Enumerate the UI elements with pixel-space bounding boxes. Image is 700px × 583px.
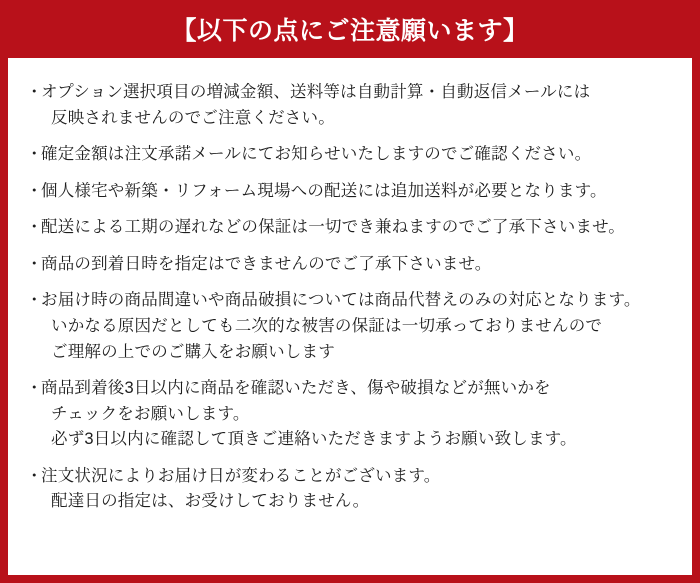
notice-item [26,464,674,515]
notice-line [26,376,674,402]
notice-line [26,340,674,366]
notice-line [26,464,674,490]
bullet-icon: ・ [26,83,43,101]
notice-line [26,489,674,515]
notice-item [26,252,674,278]
notice-line-text: 配達日の指定は、お受けしておりません。 [51,492,370,511]
notice-line-text: お届け時の商品間違いや商品破損については商品代替えのみの対応となります。 [41,291,641,310]
bullet-icon: ・ [26,218,43,237]
bullet-icon: ・ [26,145,43,164]
notice-header: 【以下の点にご注意願います】 [171,17,529,45]
notice-line-text: ご理解の上でのご購入をお願いします [51,342,335,361]
bullet-icon: ・ [26,181,43,200]
notice-line-text: オプション選択項目の増減金額、送料等は自動計算・自動返信メールには [41,83,591,101]
notice-item [26,288,674,365]
notice-line [26,288,674,314]
notice-line [26,314,674,340]
notice-line-text: 配送による工期の遅れなどの保証は一切でき兼ねますのでご了承下さいませ。 [41,218,626,237]
notice-item [26,215,674,241]
notice-line-text: 注文状況によりお届け日が変わることがございます。 [41,466,441,485]
notice-line-text: いかなる原因だとしても二次的な被害の保証は一切承っておりませんので [51,316,603,335]
notice-line [26,142,674,168]
bullet-icon: ・ [26,291,43,310]
notice-line-text: チェックをお願いします。 [51,404,250,423]
bullet-icon: ・ [26,466,43,485]
notice-line-text: 商品の到着日時を指定はできませんのでご了承下さいませ。 [41,254,492,273]
notice-line [26,215,674,241]
notice-item [26,80,674,131]
notice-line [26,402,674,428]
notice-item [26,179,674,205]
notice-item [26,142,674,168]
notice-line-text: 確定金額は注文承諾メールにてお知らせいたしますのでご確認ください。 [41,145,592,164]
notice-body [8,58,692,575]
bullet-icon: ・ [26,379,43,398]
notice-line-text: 反映されませんのでご注意ください。 [51,108,335,127]
notice-line-text: 商品到着後3日以内に商品を確認いただき、傷や破損などが無いかを [41,379,551,398]
notice-line [26,80,674,106]
notice-line [26,106,674,132]
notice-line-text: 個人様宅や新築・リフォーム現場への配送には追加送料が必要となります。 [41,181,607,200]
notice-item [26,376,674,453]
bullet-icon: ・ [26,254,43,273]
notice-line [26,252,674,278]
notice-line [26,179,674,205]
notice-line-text: 必ず3日以内に確認して頂きご連絡いただきますようお願い致します。 [51,430,577,449]
notice-line [26,427,674,453]
